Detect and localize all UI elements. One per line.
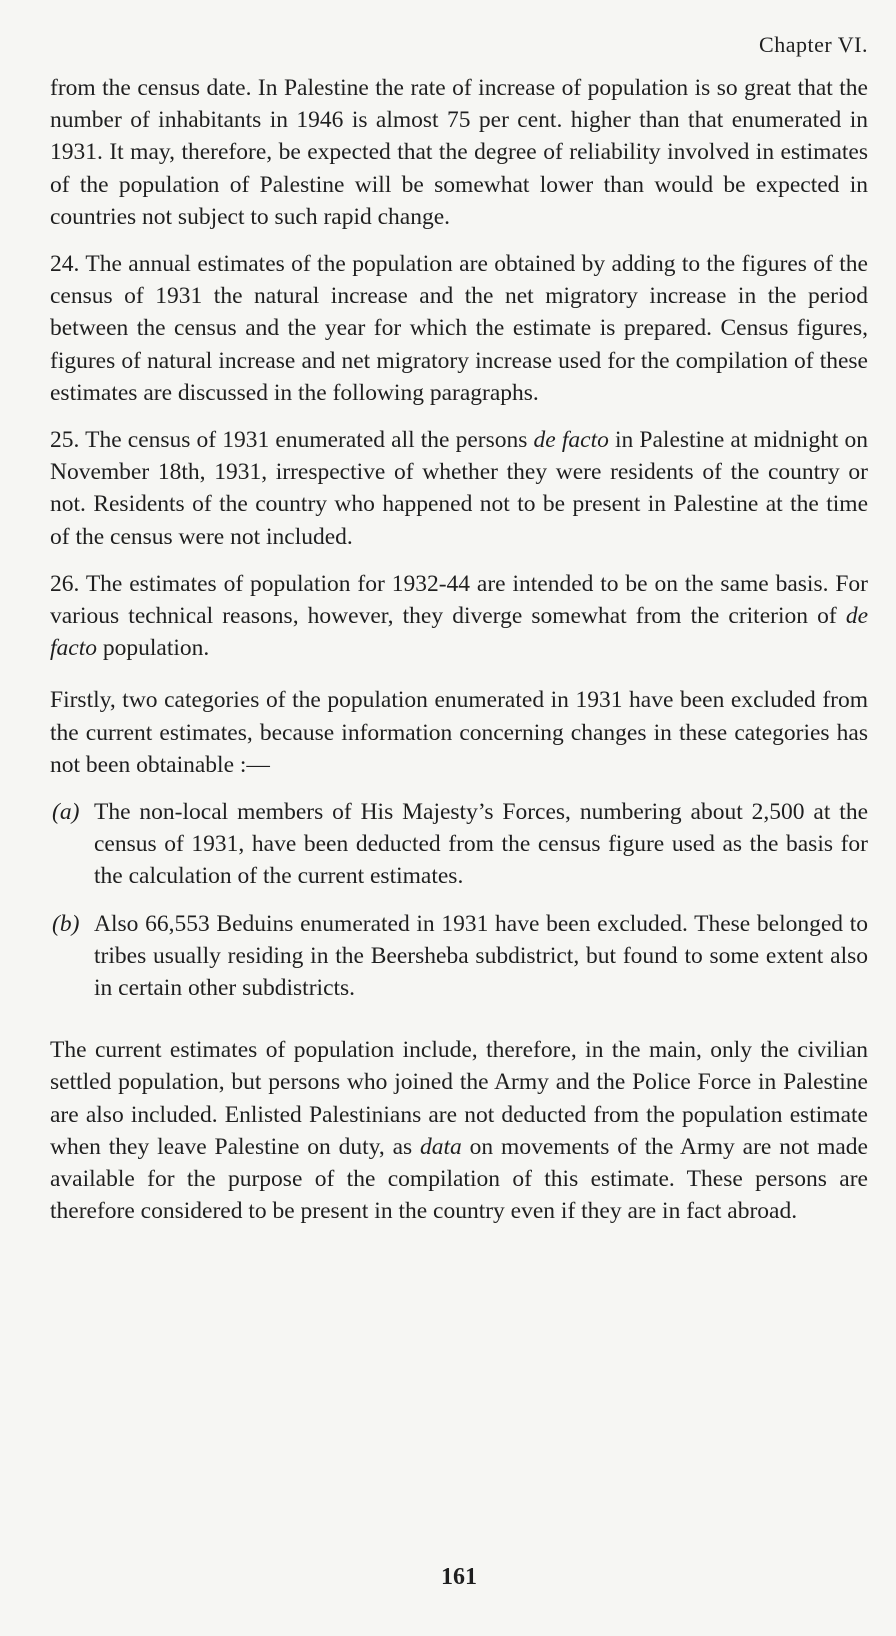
- list-item-a-label: (a): [52, 799, 80, 826]
- paragraph-current-text-b: on movements of the Army are not made available for the purpose of the compilation of this estimate. These persons are therefore considered to be present in the country even if they are in fact abroad.: [50, 1133, 868, 1225]
- paragraph-26-italic: de facto: [50, 603, 868, 662]
- paragraph-26: [50, 568, 868, 665]
- paragraph-26-text-b: population.: [97, 635, 210, 662]
- list-item-a-text: The non-local members of His Majesty’s Forces, numbering about 2,500 at the census of 1931, have been deducted from the census figure used as the basis for the calculation of the current estimates.: [94, 799, 868, 890]
- paragraph-current-text-a: The current estimates of population include, therefore, in the main, only the civilian settled population, but persons who joined the Army and the Police Force in Palestine are also included. Enlisted Palestinians are not deducted from the population estimate when they leave Palestine on duty, as: [50, 1037, 868, 1160]
- paragraph-25-text-a: 25. The census of 1931 enumerated all the persons: [50, 427, 534, 454]
- paragraph-25: [50, 424, 868, 553]
- list-item-b-label: (b): [52, 910, 80, 937]
- paragraph-current-italic: data: [420, 1133, 462, 1160]
- paragraph-25-italic: de facto: [533, 427, 609, 454]
- paragraph-continuation: from the census date. In Palestine the rate of increase of population is so great that the number of inhabitants in 1946 is almost 75 per cent. higher than that enumerated in 1931. It may, therefore, be expected that the degree of reliability involved in estimates of the population of Palestine will be somewhat lower than would be expected in countries not subject to such rapid change.: [50, 75, 868, 230]
- paragraph-firstly: Firstly, two categories of the population enumerated in 1931 have been excluded from the current estimates, because information concerning changes in these categories has not been obtainable :—: [50, 687, 868, 778]
- paragraph-current-estimates: [50, 1034, 868, 1227]
- page-number: 161: [441, 1564, 477, 1590]
- list-item-b-text: Also 66,553 Beduins enumerated in 1931 have been excluded. These belonged to tribes usually residing in the Beersheba subdistrict, but found to some extent also in certain other subdistricts.: [94, 910, 868, 1002]
- document-page: [50, 24, 868, 1614]
- list-item-a: [50, 796, 868, 893]
- paragraph-24: 24. The annual estimates of the population are obtained by adding to the figures of the census of 1931 the natural increase and the net migratory increase in the period between the census and the year for which the estimate is prepared. Census figures, figures of natural increase and net migratory increase used for the compilation of these estimates are discussed in the following paragraphs.: [50, 251, 868, 406]
- paragraph-26-text-a: 26. The estimates of population for 1932-44 are intended to be on the same basis. For various technical reasons, however, they diverge somewhat from the criterion of: [50, 570, 868, 630]
- paragraph-25-text-b: in Palestine at midnight on November 18th, 1931, irrespective of whether they were residents of the country or not. Residents of the country who happened not to be present in Palestine at the time of the census were not included.: [50, 427, 868, 550]
- list-item-b: [50, 908, 868, 1005]
- chapter-heading: Chapter VI.: [759, 32, 868, 57]
